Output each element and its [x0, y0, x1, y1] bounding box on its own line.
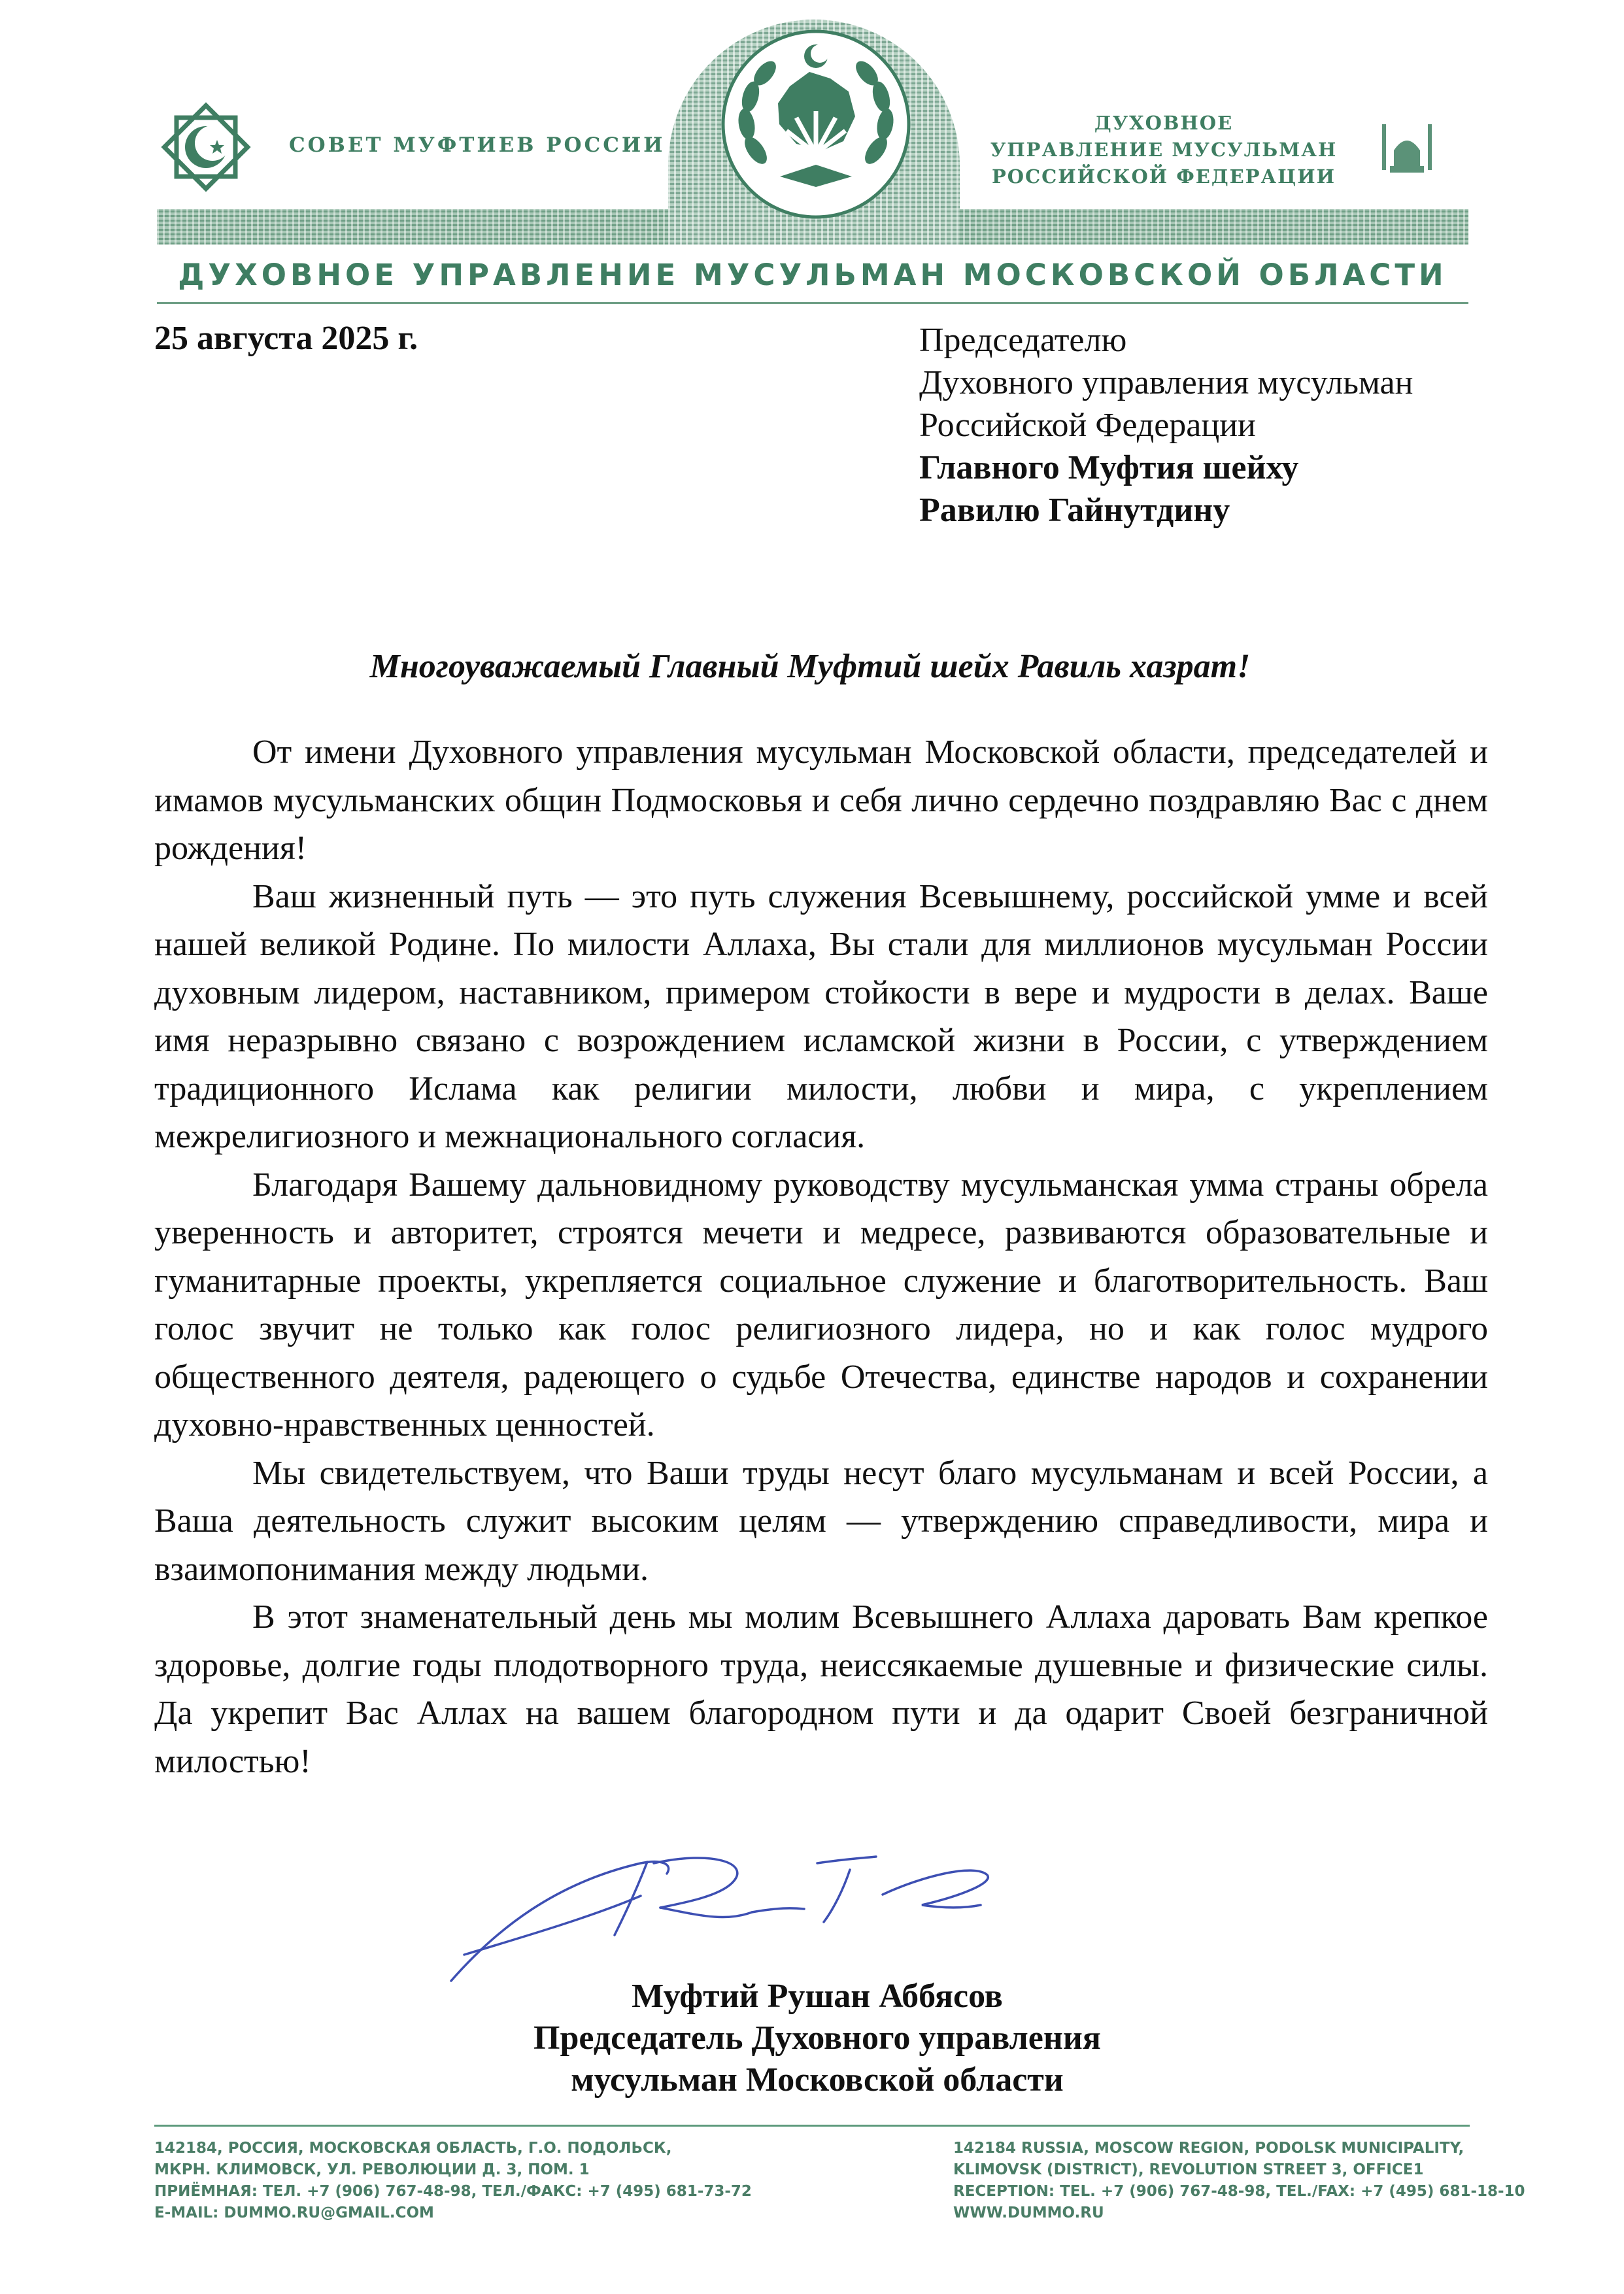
letter-body	[154, 728, 1488, 1785]
signatory-title: мусульман Московской области	[571, 2061, 1064, 2099]
body-paragraph: Ваш жизненный путь — это путь служения Всевышнему, российской умме и всей нашей великой Родине. По милости Аллаха, Вы стали для миллионов мусульман России духовным лидером, наставником, примером стойкости в вере и мудрости в делах. Ваше имя неразрывно связано с возрождением исламской жизни в России, с утверждением традиционного Ислама как религии милости, любви и мира, с укреплением межрелигиозного и межнационального согласия.	[154, 877, 1488, 1155]
signatory-title: Председатель Духовного управления	[533, 2019, 1101, 2057]
footer-website: WWW.DUMMO.RU	[953, 2204, 1104, 2221]
dum-rf-name-line: ДУХОВНОЕ	[1094, 112, 1234, 134]
dummo-banner-title: ДУХОВНОЕ УПРАВЛЕНИЕ МУСУЛЬМАН МОСКОВСКОЙ ОБЛАСТИ	[178, 258, 1447, 292]
body-paragraph: От имени Духовного управления мусульман Московской области, председателей и имамов мусульманских общин Подмосковья и себя лично сердечно поздравляю Вас с днем рождения!	[154, 734, 1488, 867]
footer-address-ru	[154, 2138, 752, 2224]
mosque-crescent-icon	[1368, 98, 1472, 196]
addressee-line: Равилю Гайнутдину	[919, 492, 1230, 529]
letter-date: 25 августа 2025 г.	[154, 320, 418, 357]
footer-rule	[154, 2125, 1470, 2127]
footer-address-en	[953, 2138, 1525, 2224]
addressee-block	[919, 319, 1413, 531]
crescent-star-emblem-icon	[157, 98, 255, 196]
footer-email: E-MAIL: DUMMO.RU@GMAIL.COM	[154, 2204, 434, 2221]
footer-line: 142184, РОССИЯ, МОСКОВСКАЯ ОБЛАСТЬ, Г.О. ПОДОЛЬСК,	[154, 2140, 672, 2157]
handwritten-signature	[425, 1824, 1053, 1994]
dum-rf-name	[981, 110, 1347, 190]
footer-line: RECEPTION: TEL. +7 (906) 767-48-98, TEL./FAX: +7 (495) 681-18-10	[953, 2183, 1525, 2200]
letterhead-rule	[157, 302, 1468, 304]
dum-rf-name-line: УПРАВЛЕНИЕ МУСУЛЬМАН	[990, 139, 1338, 161]
addressee-line: Российской Федерации	[919, 407, 1256, 444]
council-of-muftis-name: СОВЕТ МУФТИЕВ РОССИИ	[289, 133, 666, 157]
body-paragraph: Благодаря Вашему дальновидному руководству мусульманская умма страны обрела уверенность и авторитет, строятся мечети и медресе, развиваются образовательные и гуманитарные проекты, укрепляется социальное служение и благотворительность. Ваш голос звучит не только как голос религиозного лидера, но и как голос мудрого общественного деятеля, радеющего о судьбе Отечества, единстве народов и сохранении духовно-нравственных ценностей.	[154, 1166, 1488, 1443]
footer-line: KLIMOVSK (DISTRICT), REVOLUTION STREET 3, OFFICE1	[953, 2161, 1424, 2178]
signatory-block	[353, 1976, 1281, 2101]
moscow-region-emblem-icon	[718, 26, 914, 222]
addressee-line: Главного Муфтия шейху	[919, 449, 1299, 486]
body-paragraph: Мы свидетельствуем, что Ваши труды несут благо мусульманам и всей России, а Ваша деятельность служит высоким целям — утверждению справедливости, мира и взаимопонимания между людьми.	[154, 1454, 1488, 1588]
footer-line: МКРН. КЛИМОВСК, УЛ. РЕВОЛЮЦИИ Д. 3, ПОМ. 1	[154, 2161, 590, 2178]
signatory-name: Муфтий Рушан Аббясов	[632, 1978, 1003, 2015]
footer-line: 142184 RUSSIA, MOSCOW REGION, PODOLSK MUNICIPALITY,	[953, 2140, 1464, 2157]
footer-line: ПРИЁМНАЯ: ТЕЛ. +7 (906) 767-48-98, ТЕЛ./ФАКС: +7 (495) 681-73-72	[154, 2183, 752, 2200]
salutation: Многоуважаемый Главный Муфтий шейх Равиль хазрат!	[369, 648, 1251, 685]
dum-rf-name-line: РОССИЙСКОЙ ФЕДЕРАЦИИ	[991, 165, 1336, 188]
body-paragraph: В этот знаменательный день мы молим Всевышнего Аллаха даровать Вам крепкое здоровье, долгие годы плодотворного труда, неиссякаемые душевные и физические силы. Да укрепит Вас Аллах на вашем благородном пути и да одарит Своей безграничной милостью!	[154, 1598, 1488, 1780]
addressee-line: Духовного управления мусульман	[919, 364, 1413, 401]
addressee-line: Председателю	[919, 322, 1127, 359]
